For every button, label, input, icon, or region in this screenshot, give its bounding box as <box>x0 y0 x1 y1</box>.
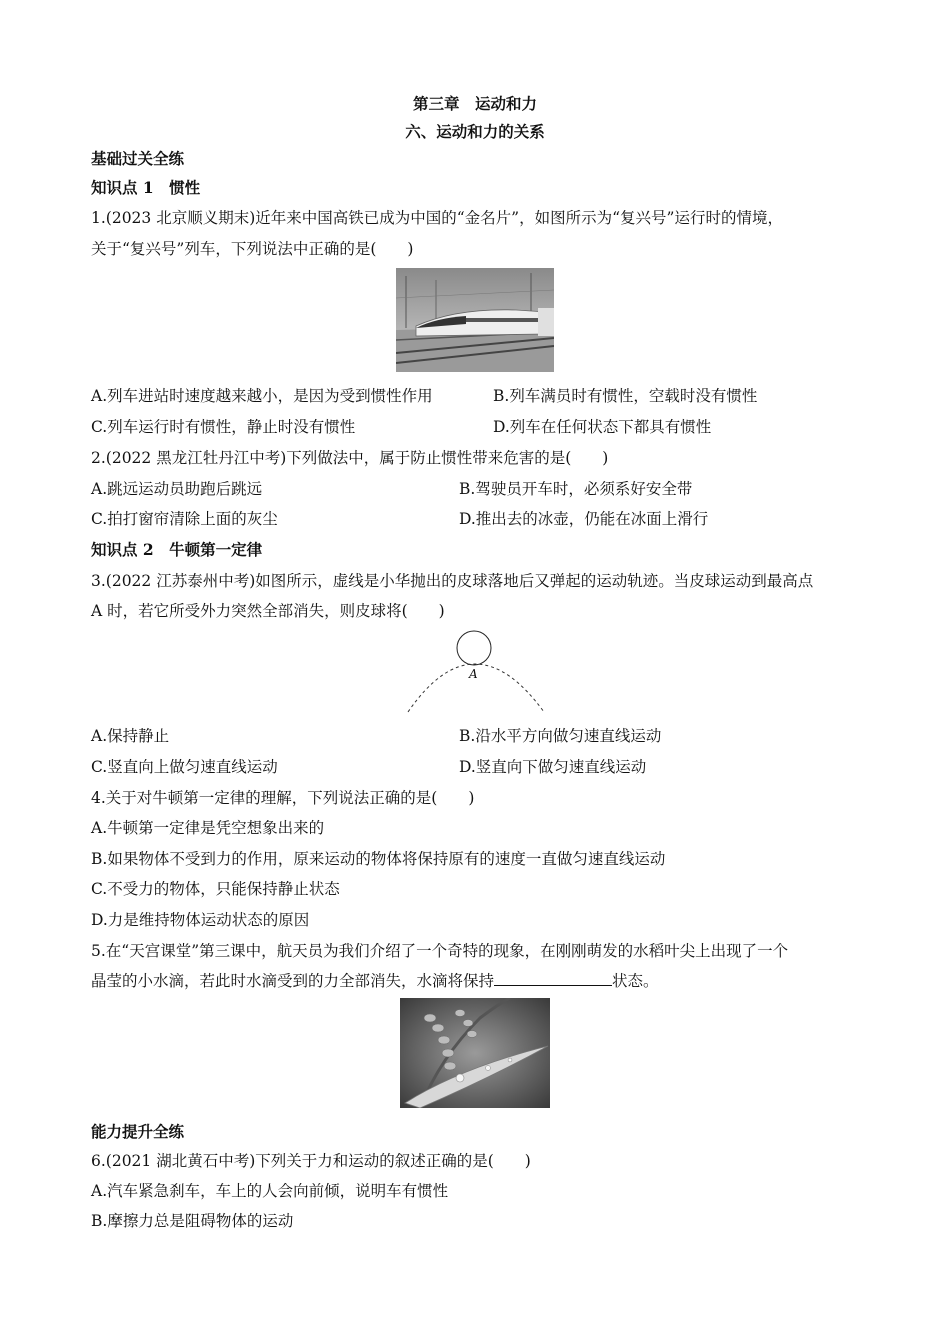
q4-option-a: A.牛顿第一定律是凭空想象出来的 <box>91 819 325 837</box>
q4-option-c: C.不受力的物体，只能保持静止状态 <box>91 880 340 898</box>
q5-text-after-blank: 状态。 <box>612 972 659 990</box>
q1-option-b: B.列车满员时有惯性，空载时没有惯性 <box>493 387 758 405</box>
q1-option-a: A.列车进站时速度越来越小，是因为受到惯性作用 <box>91 387 433 405</box>
q5-text-before-blank: 晶莹的小水滴，若此时水滴受到的力全部消失，水滴将保持 <box>91 972 495 990</box>
q2-stem: 2.(2022 黑龙江牡丹江中考)下列做法中，属于防止惯性带来危害的是( ) <box>91 449 609 467</box>
section-title: 六、运动和力的关系 <box>405 122 545 141</box>
q2-option-c: C.拍打窗帘清除上面的灰尘 <box>91 510 278 528</box>
q2-option-b: B.驾驶员开车时，必须系好安全带 <box>459 480 693 498</box>
q5-answer-blank[interactable] <box>494 971 612 986</box>
q2-option-a: A.跳远运动员助跑后跳远 <box>91 480 263 498</box>
rice-leaf-water-drop-photo <box>400 998 550 1108</box>
ball-trajectory-diagram <box>400 628 550 716</box>
q3-stem-line1: 3.(2022 江苏泰州中考)如图所示，虚线是小华抛出的皮球落地后又弹起的运动轨迹。当皮球运动到最高点 <box>91 572 814 590</box>
chapter-title: 第三章 运动和力 <box>412 94 537 113</box>
q3-option-d: D.竖直向下做匀速直线运动 <box>459 758 647 776</box>
part2-title: 能力提升全练 <box>91 1122 185 1141</box>
q3-stem-line2: A 时，若它所受外力突然全部消失，则皮球将( ) <box>91 602 445 620</box>
q2-option-d: D.推出去的冰壶，仍能在冰面上滑行 <box>459 510 709 528</box>
q5-stem-line2 <box>91 970 659 992</box>
q3-option-b: B.沿水平方向做匀速直线运动 <box>459 727 662 745</box>
q6-option-b: B.摩擦力总是阻碍物体的运动 <box>91 1212 294 1230</box>
q1-option-c: C.列车运行时有惯性，静止时没有惯性 <box>91 418 356 436</box>
q6-option-a: A.汽车紧急刹车，车上的人会向前倾，说明车有惯性 <box>91 1182 449 1200</box>
knowledge-point-2: 知识点 2 牛顿第一定律 <box>91 540 263 559</box>
q4-option-b: B.如果物体不受到力的作用，原来运动的物体将保持原有的速度一直做匀速直线运动 <box>91 850 666 868</box>
q1-option-d: D.列车在任何状态下都具有惯性 <box>493 418 712 436</box>
high-speed-train-photo <box>396 268 554 372</box>
q1-stem-line2: 关于“复兴号”列车，下列说法中正确的是( ) <box>91 240 414 258</box>
part1-title: 基础过关全练 <box>91 149 185 168</box>
knowledge-point-1: 知识点 1 惯性 <box>91 178 201 197</box>
q4-option-d: D.力是维持物体运动状态的原因 <box>91 911 310 929</box>
q3-option-c: C.竖直向上做匀速直线运动 <box>91 758 278 776</box>
q4-stem: 4.关于对牛顿第一定律的理解，下列说法正确的是( ) <box>91 789 475 807</box>
q1-stem-line1: 1.(2023 北京顺义期末)近年来中国高铁已成为中国的“金名片”，如图所示为“复兴号”运行时的情境， <box>91 209 783 227</box>
q3-option-a: A.保持静止 <box>91 727 170 745</box>
q6-stem: 6.(2021 湖北黄石中考)下列关于力和运动的叙述正确的是( ) <box>91 1152 531 1170</box>
q5-stem-line1: 5.在“天宫课堂”第三课中，航天员为我们介绍了一个奇特的现象，在刚刚萌发的水稻叶尖上出现了一个 <box>91 942 789 960</box>
point-a-label: A <box>469 667 478 681</box>
